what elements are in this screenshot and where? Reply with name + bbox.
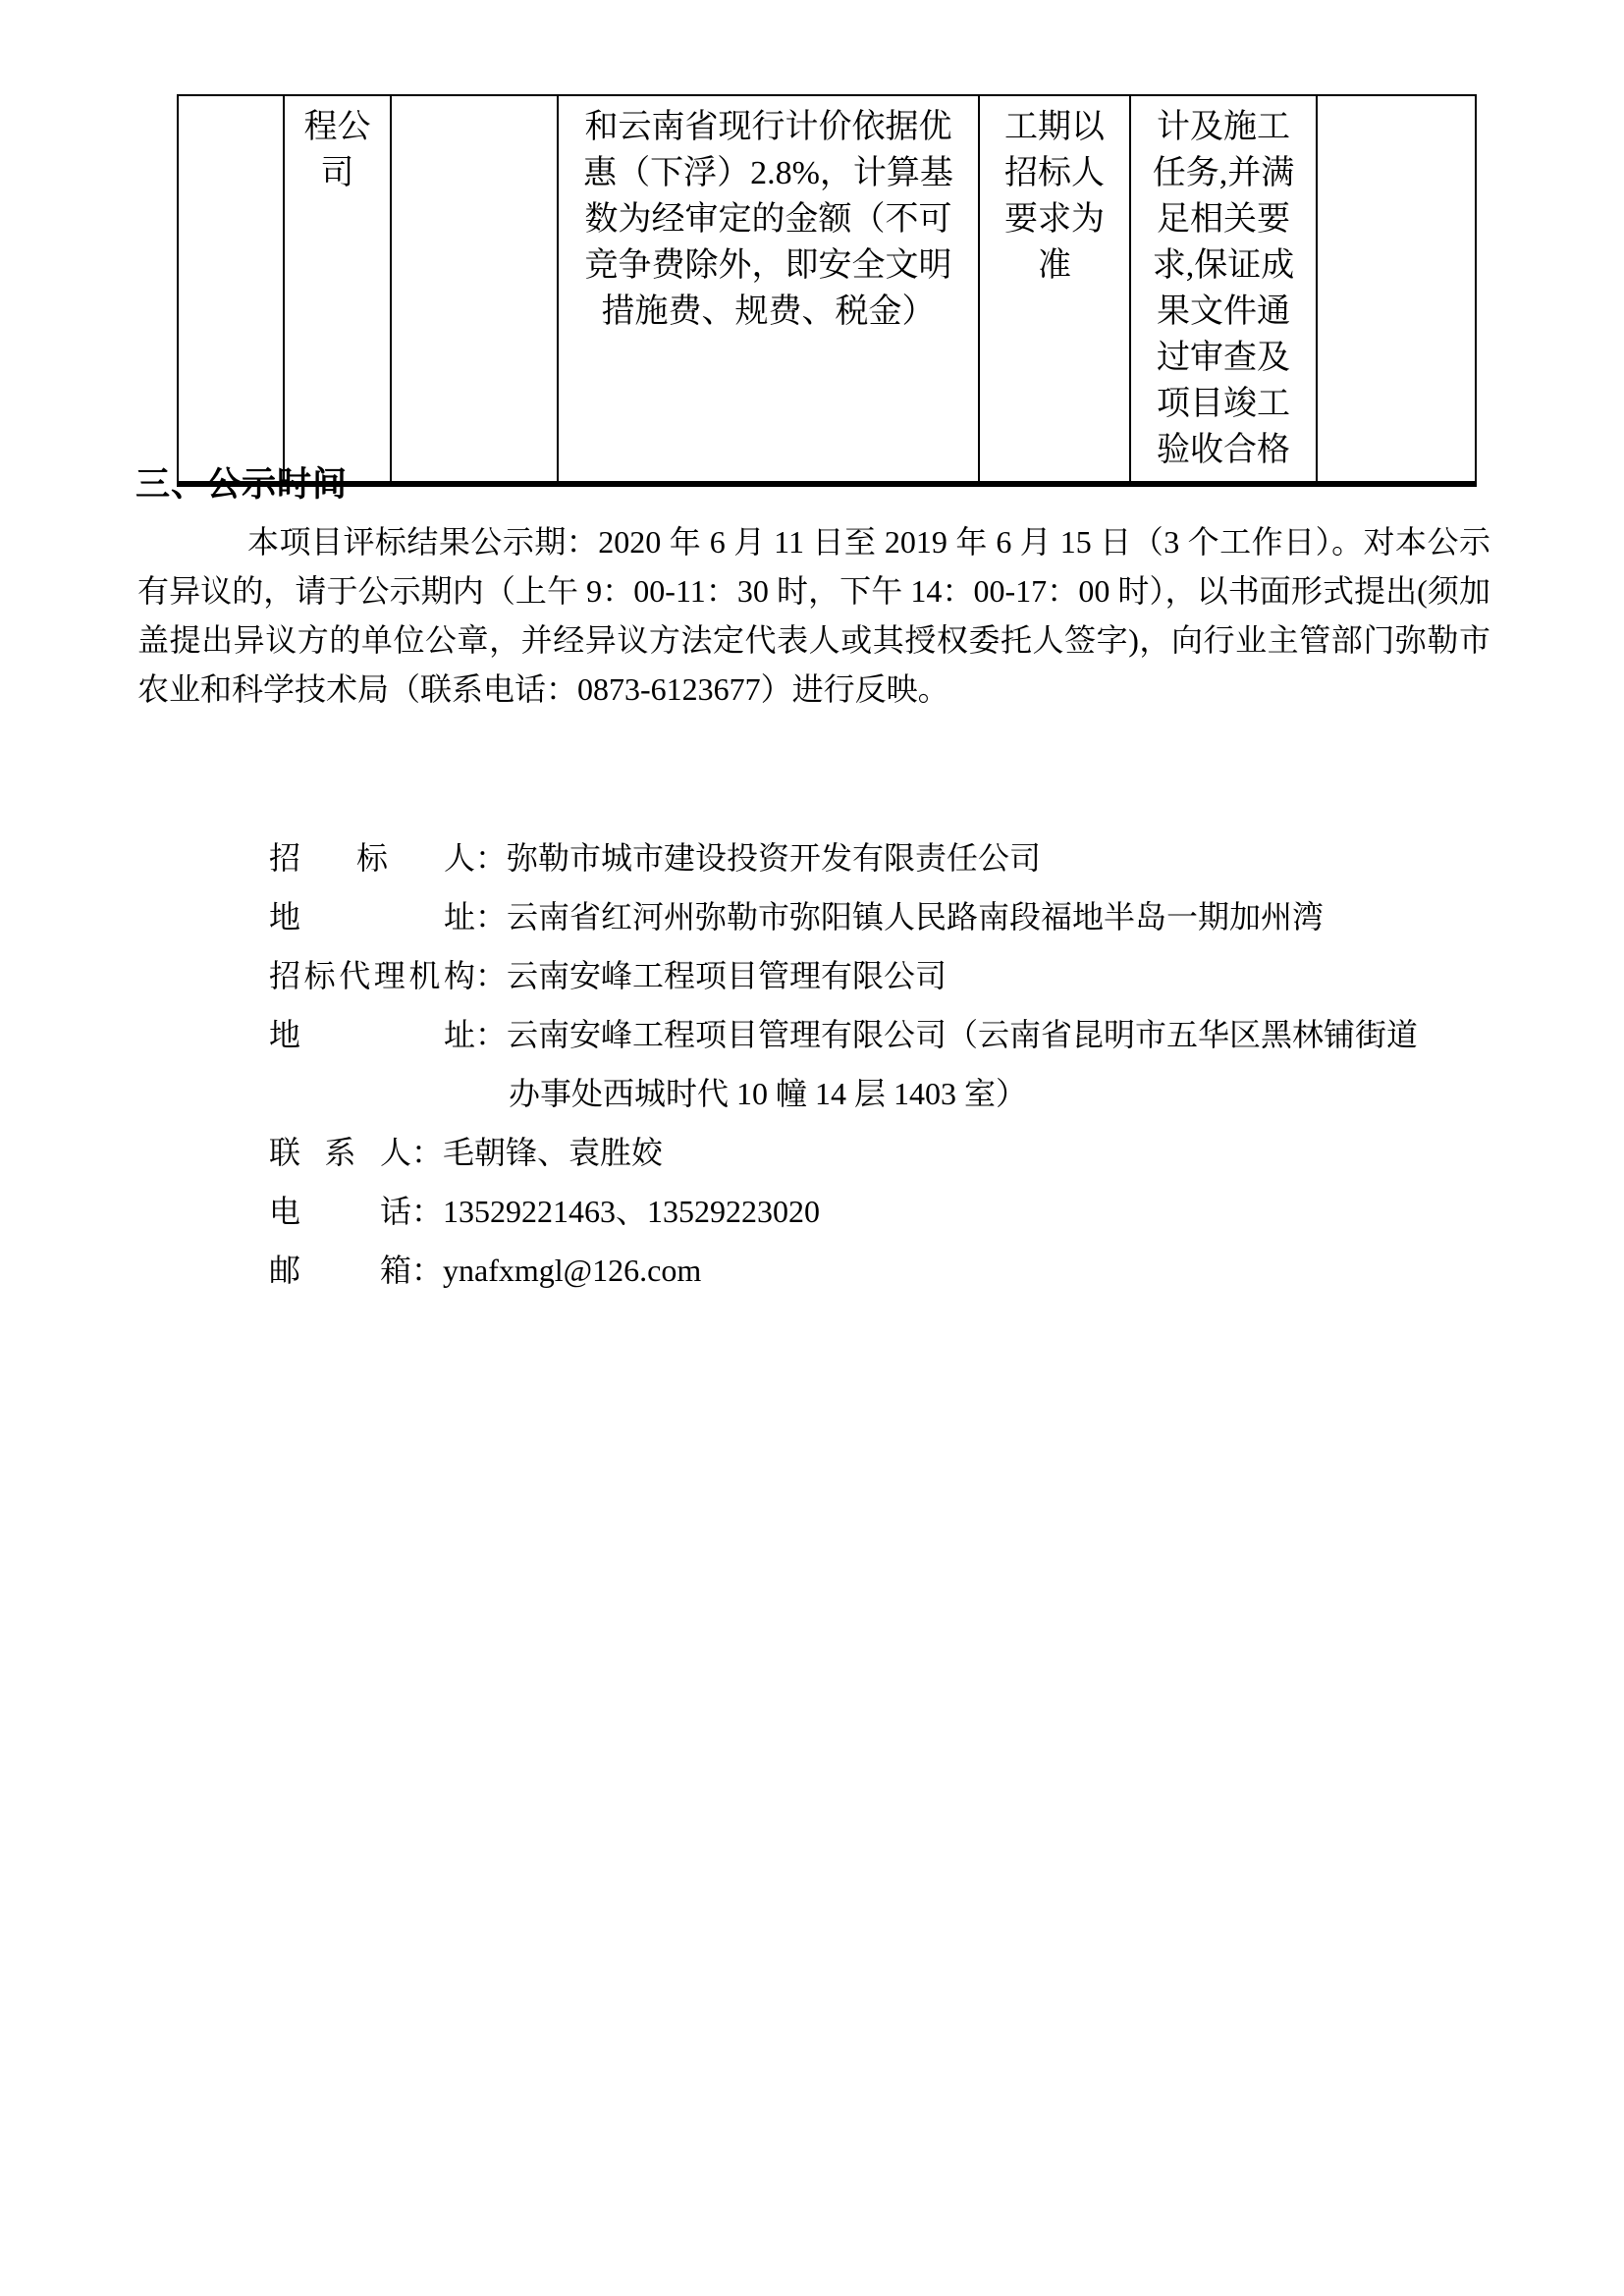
contact-line-phone	[269, 1182, 1418, 1241]
table-cell-price-terms: 和云南省现行计价依据优惠（下浮）2.8%，计算基数为经审定的金额（不可竞争费除外，即安全文明措施费、规费、税金）	[558, 95, 979, 484]
contact-line-agency	[269, 946, 1418, 1005]
contact-value: 云南安峰工程项目管理有限公司（云南省昆明市五华区黑林铺街道	[507, 1017, 1419, 1052]
table-row	[178, 95, 1476, 484]
table-cell-seq	[178, 95, 284, 484]
table-cell-duration: 工期以招标人要求为准	[979, 95, 1130, 484]
contact-label: 地址	[269, 1017, 475, 1052]
bid-result-table	[177, 94, 1477, 487]
contact-line-address-continued	[269, 1064, 1418, 1123]
contact-label: 招标人	[269, 840, 475, 876]
contact-colon: ：	[411, 1253, 444, 1288]
contact-line-email	[269, 1241, 1418, 1300]
contact-label: 电话	[269, 1194, 411, 1229]
contact-colon: ：	[475, 840, 508, 876]
table-cell-quality: 计及施工任务,并满足相关要求,保证成果文件通过审查及项目竣工验收合格	[1130, 95, 1317, 484]
contact-value: 弥勒市城市建设投资开发有限责任公司	[507, 840, 1042, 876]
contact-line-tenderer	[269, 828, 1418, 887]
contact-value: 办事处西城时代 10 幢 14 层 1403 室）	[509, 1076, 1028, 1111]
contact-value: 13529221463、13529223020	[443, 1194, 821, 1229]
contact-colon: ：	[475, 1017, 508, 1052]
contact-value: 云南省红河州弥勒市弥阳镇人民路南段福地半岛一期加州湾	[507, 899, 1325, 934]
contact-colon: ：	[411, 1135, 444, 1170]
table-cell-company: 程公司	[284, 95, 391, 484]
contact-colon: ：	[411, 1194, 444, 1229]
contact-value: ynafxmgl@126.com	[443, 1253, 702, 1288]
contact-colon: ：	[475, 899, 508, 934]
contact-label: 地址	[269, 899, 475, 934]
section-heading: 三、公示时间	[135, 465, 349, 504]
contact-line-agency-address	[269, 1005, 1418, 1064]
notice-paragraph: 本项目评标结果公示期：2020 年 6 月 11 日至 2019 年 6 月 15 日（3 个工作日）。对本公示有异议的，请于公示期内（上午 9：00-11：30 时，下午 14：00-17：00 时），以书面形式提出(须加盖提出异议方的单位公章，并经异议方法定代表人或其授权委托人签字)，向行业主管部门弥勒市农业和科学技术局（联系电话：0873-6123677）进行反映。	[137, 524, 1490, 707]
contact-label: 邮箱	[269, 1253, 411, 1288]
contact-label: 招标代理机构	[269, 958, 475, 993]
contact-colon: ：	[475, 958, 508, 993]
table-cell-empty	[391, 95, 558, 484]
contact-label: 联系人	[269, 1135, 411, 1170]
contact-line-tenderer-address	[269, 887, 1418, 946]
table-cell-remark	[1317, 95, 1476, 484]
contact-value: 毛朝锋、袁胜姣	[443, 1135, 664, 1170]
contact-line-person	[269, 1123, 1418, 1182]
contact-value: 云南安峰工程项目管理有限公司	[507, 958, 947, 993]
contact-block	[269, 828, 1418, 1300]
